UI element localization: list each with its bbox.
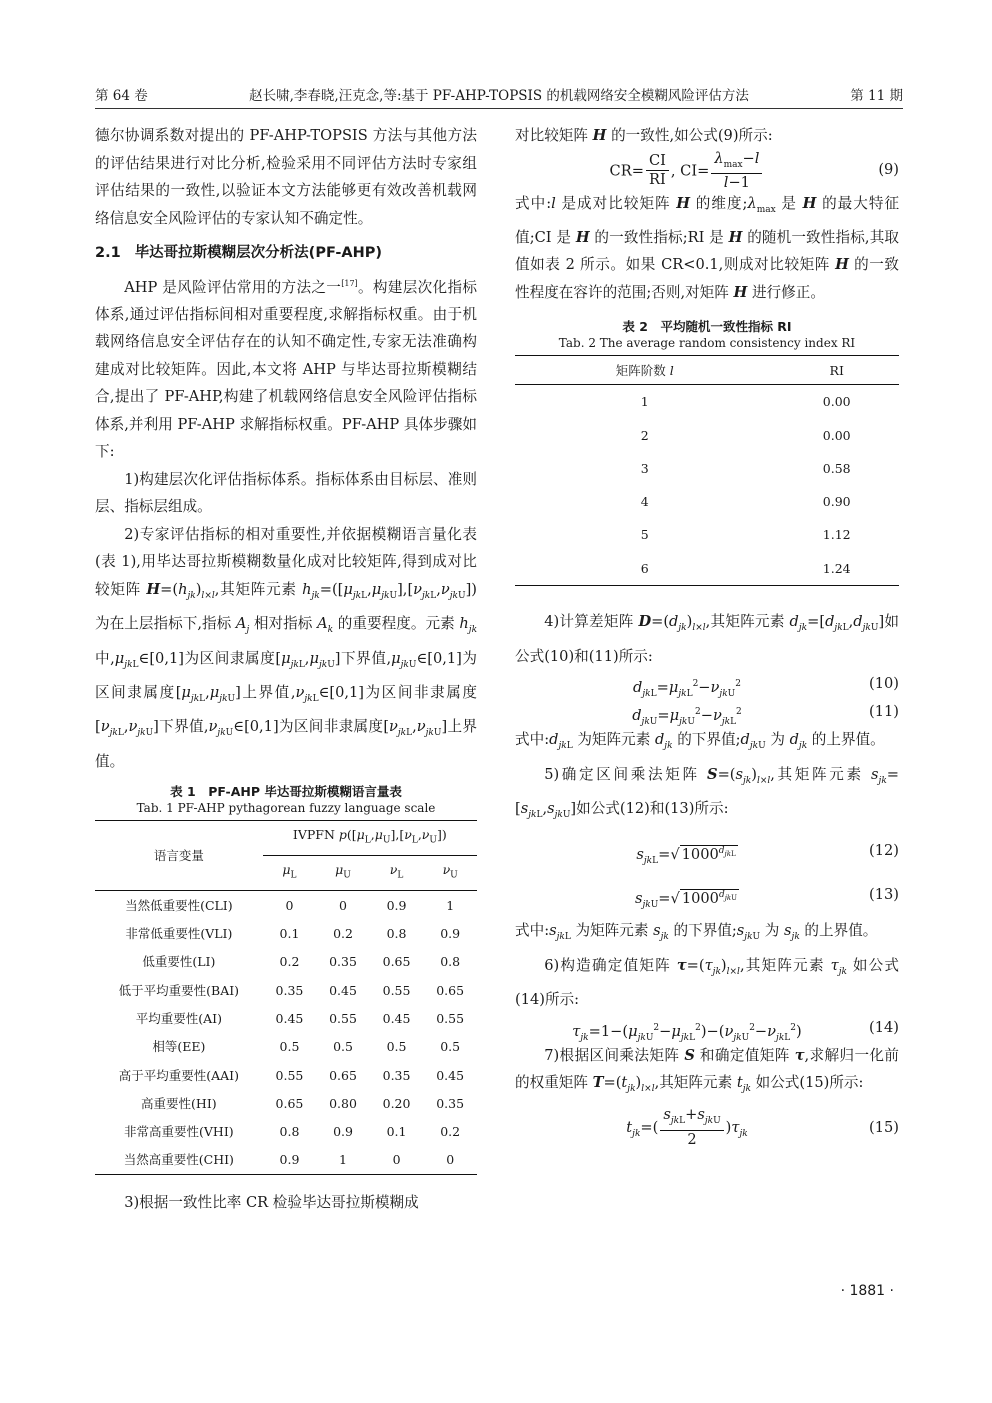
paragraph: 德尔协调系数对提出的 PF-AHP-TOPSIS 方法与其他方法的评估结果进行对比分析,检验采用不同评估方法时专家组评估结果的一致性,以验证本文方法能够更有效改善机载网络信息安全风险评估的专家认知不确定性。 <box>95 127 477 227</box>
citation: [17] <box>341 278 358 288</box>
equation-number: (9) <box>878 160 899 178</box>
table2-cell: 2 <box>640 427 649 443</box>
table2-cell: 3 <box>640 460 649 476</box>
section-title: 毕达哥拉斯模糊层次分析法(PF-AHP) <box>134 245 383 261</box>
table1-row <box>95 1146 477 1175</box>
table2-cell: 0.58 <box>822 460 851 476</box>
table2-header-ri: RI <box>774 356 899 385</box>
table1-row <box>95 1033 477 1061</box>
table1-cell: 0.45 <box>329 982 357 998</box>
text: 7)根据区间乘法矩阵 <box>544 1046 680 1064</box>
table1-cell: 0.65 <box>275 1095 304 1111</box>
text: 如公式(12)和(13)所示: <box>576 799 729 817</box>
text: 2)专家评估指标的相对重要性,并依据模糊语言量化表(表 1),用毕达哥拉斯模糊数量化成对比较矩阵,得到成对比较矩阵 <box>95 525 477 598</box>
text: 为区间非隶属度 <box>363 684 477 702</box>
text: 的维度; <box>695 194 748 212</box>
equation-13: $s_{jkU}=√$ $1000^{d_{jkU}}$ (13) <box>515 873 899 917</box>
right-column <box>515 122 899 1152</box>
section-heading <box>95 240 477 268</box>
text: 为区间非隶属度 <box>278 718 384 736</box>
table1-cell: 0.9 <box>279 1152 300 1168</box>
paragraph: 4)计算差矩阵 $D=(d_{jk})_{l\times l}$,其矩阵元素 $d_{jk}=[d_{jkL},d_{jkU}]$如公式(10)和(11)所示: <box>515 613 900 665</box>
equation-15: $t_{jk}=$( $\frac{s_{jkL}+s_{jkU}}{2}$ )$\tau_{jk}$ (15) <box>515 1104 899 1152</box>
table1-cell: 0.1 <box>386 1124 407 1140</box>
table1-header-mu-u: $\mu_U$ <box>316 856 370 891</box>
table1-cell: 0.65 <box>329 1067 357 1083</box>
paragraph <box>95 270 477 466</box>
text: 和确定值矩阵 <box>699 1046 790 1064</box>
table1-cell: 0.65 <box>436 982 465 998</box>
table1-cell: 0.5 <box>440 1039 461 1055</box>
table2-header-order: 矩阵阶数 l <box>515 356 774 385</box>
table1-cell: 0.5 <box>333 1039 353 1055</box>
text: 6)构造确定值矩阵 <box>544 956 671 974</box>
table2-row <box>515 552 899 586</box>
text: 式中: <box>515 194 552 212</box>
table1-cell: 0.1 <box>279 926 300 942</box>
text: 为矩阵元素 <box>577 731 651 749</box>
left-column <box>95 122 477 1217</box>
text: 进行修正。 <box>751 283 825 301</box>
equation-9: CR= $\frac{CI}{RI}$ , CI= $\frac{\lambda_{max}-l}{l-1}$ (9) <box>609 149 899 192</box>
text: AHP 是风险评估常用的方法之一 <box>124 278 342 296</box>
text: 式中: <box>515 922 550 940</box>
text: 为 <box>770 731 785 749</box>
table1-cell: 0.45 <box>275 1010 304 1026</box>
table1-cell: 高重要性(HI) <box>141 1095 217 1111</box>
paragraph: 6)构造确定值矩阵 $\tau=(\tau_{jk})_{l\times l}$,其矩阵元素 $\tau_{jk}$ 如公式(14)所示: <box>515 956 900 1009</box>
text: 下界值, <box>158 718 209 736</box>
table2 <box>515 355 899 586</box>
table2-cell: 6 <box>640 560 649 576</box>
table1-cell: 当然高重要性(CHI) <box>123 1152 234 1168</box>
table1-cell: 1 <box>339 1152 347 1168</box>
text: 的一致性,如公式(9)所示: <box>611 127 773 144</box>
table2-cell: 0.00 <box>822 394 851 410</box>
paragraph: 1)构建层次化评估指标体系。指标体系由目标层、准则层、指标层组成。 <box>95 470 477 516</box>
equation-12: $s_{jkL}=√$ $1000^{d_{jkL}}$ (12) <box>515 829 899 873</box>
text: ,其矩阵元素 <box>214 580 297 598</box>
table1-cell: 0.55 <box>382 982 411 998</box>
table1-cell: 0.8 <box>279 1124 300 1140</box>
text: 是成对比较矩阵 <box>561 194 671 212</box>
table2-cell: 0.90 <box>822 494 851 510</box>
text: ,其矩阵元素 <box>705 613 785 631</box>
text: 的下界值; <box>677 731 741 749</box>
text: 相对指标 <box>253 615 313 633</box>
table1-cell: 0.80 <box>329 1095 357 1111</box>
table1-cell: 0.9 <box>386 897 407 913</box>
table1-cell: 平均重要性(AI) <box>135 1010 222 1026</box>
table1-row <box>95 1118 477 1146</box>
table1-cell: 0.55 <box>436 1010 465 1026</box>
table1-header-nu-u: $\nu_U$ <box>423 856 477 891</box>
running-header <box>95 84 903 106</box>
text: IVPFN <box>292 827 335 843</box>
text: 的一致性指标;RI 是 <box>594 228 724 246</box>
text: 如公式(14)所示: <box>515 956 900 1009</box>
table2-cell: 5 <box>640 527 649 543</box>
table1-cell: 0.5 <box>279 1039 300 1055</box>
table1-cell: 低重要性(LI) <box>142 954 216 970</box>
section-number: 2.1 <box>95 245 121 261</box>
text: 4)计算差矩阵 <box>544 613 634 631</box>
table1-cell: 相等(EE) <box>152 1039 206 1055</box>
text: 是 <box>781 194 797 212</box>
table1-cell: 当然低重要性(CLI) <box>125 897 233 913</box>
volume-label: 第 64 卷 <box>95 88 148 104</box>
text: 的下界值; <box>673 922 737 940</box>
text: 如公式(15)所示: <box>755 1074 864 1092</box>
table2-caption: 表 2 平均随机一致性指标 RI <box>622 319 792 335</box>
text: 的最大特征值;CI 是 <box>515 194 900 246</box>
table1-cell: 0 <box>392 1152 401 1168</box>
running-title: 赵长啸,李春晓,汪克念,等:基于 PF-AHP-TOPSIS 的机载网络安全模糊风险评估方法 <box>249 88 749 104</box>
table2-cell: 4 <box>640 494 649 510</box>
equation-10: $d_{jkL}=\mu_{jkL}^2-\nu_{jkU}^2$ (10) <box>515 670 899 698</box>
text: 为 <box>764 922 780 940</box>
table2-cell: 1 <box>640 394 649 410</box>
table1-cell: 1 <box>446 897 455 913</box>
text: 5)确定区间乘法矩阵 <box>544 765 700 783</box>
table1-cell: 0.8 <box>440 954 461 970</box>
table1-cell: 非常低重要性(VLI) <box>125 926 233 942</box>
text: ,其矩阵元素 <box>770 765 864 783</box>
issue-label: 第 11 期 <box>850 88 903 104</box>
text: ,求解归一化前的权重矩阵 <box>515 1046 899 1092</box>
table1-header-variable: 语言变量 <box>95 821 263 891</box>
table1-cell: 0.65 <box>382 954 411 970</box>
table1-header-ivpfn: IVPFN $p([\mu_L,\mu_U],[\nu_L,\nu_U])$ <box>263 821 477 856</box>
equation-number: (15) <box>869 1118 899 1136</box>
table1-cell: 0.45 <box>382 1010 411 1026</box>
table1-header-mu-l: $\mu_L$ <box>263 856 317 891</box>
equation-number: (14) <box>869 1018 899 1036</box>
table1-row <box>95 920 477 948</box>
table1-header-nu-l: $\nu_L$ <box>370 856 424 891</box>
text: 为区间隶属度 <box>183 649 276 667</box>
text: 。构建层次化指标体系,通过评估指标间相对重要程度,求解指标权重。由于机载网络信息安全评估存在的认知不确定性,专家无法准确构建成对比较矩阵。因此,本文将 AHP 与毕达哥拉斯模糊结合,提出了 PF-AHP,构建了机载网络信息安全风险评估指标体系,并利用 PF-AHP 求解指标权重。PF-AHP 具体步骤如下: <box>95 278 477 461</box>
table1-cell: 0.55 <box>275 1067 304 1083</box>
table1-cell: 0.2 <box>440 1124 461 1140</box>
table1-cell: 0.35 <box>329 954 357 970</box>
text: 如公式(10)和(11)所示: <box>515 613 900 665</box>
text: 为在上层指标下,指标 <box>95 615 232 633</box>
equation-number: (12) <box>869 842 899 860</box>
table1-cell: 0.9 <box>333 1124 353 1140</box>
paragraph: 7)根据区间乘法矩阵 S 和确定值矩阵 τ,求解归一化前的权重矩阵 $T=(t_{jk})_{l\times l}$,其矩阵元素 $t_{jk}$ 如公式(15)所示: <box>515 1046 899 1095</box>
text: 的随机一致性指标,其取值如表 2 所示。如果 CR<0.1,则成对比较矩阵 <box>515 228 900 274</box>
paragraph: 式中$:d_{jkL}$ 为矩阵元素 $d_{jk}$ 的下界值$;d_{jkU}$ 为 $d_{jk}$ 的上界值。 <box>515 731 885 751</box>
table2-body <box>515 385 899 586</box>
table2-cell: 1.24 <box>822 560 851 576</box>
table1-row <box>95 1005 477 1033</box>
table2-cell: 1.12 <box>822 527 851 543</box>
equation-number: (11) <box>869 703 899 721</box>
table2-caption-en: Tab. 2 The average random consistency index RI <box>558 336 856 351</box>
table1-row <box>95 976 477 1004</box>
table1-cell: 低于平均重要性(BAI) <box>118 982 240 998</box>
table2-row <box>515 519 899 552</box>
table2-row <box>515 452 899 485</box>
paragraph: 对比较矩阵 H 的一致性,如公式(9)所示: <box>515 127 773 144</box>
table1-cell: 0 <box>285 897 294 913</box>
table1 <box>95 820 477 1175</box>
text: 对比较矩阵 <box>515 127 588 144</box>
table1-cell: 0.2 <box>279 954 300 970</box>
table1-row <box>95 891 477 920</box>
text: 为矩阵元素 <box>575 922 649 940</box>
equation-number: (13) <box>869 886 899 904</box>
table2-row <box>515 385 899 419</box>
table2-row <box>515 485 899 518</box>
table1-row <box>95 948 477 976</box>
table1-cell: 0.35 <box>436 1095 465 1111</box>
table1-body <box>95 891 477 1175</box>
table1-cell: 0.45 <box>436 1067 465 1083</box>
table1-row <box>95 1089 477 1117</box>
table1-cell: 0.5 <box>386 1039 407 1055</box>
text: 矩阵阶数 <box>615 362 666 378</box>
table1-cell: 0.35 <box>275 982 304 998</box>
paragraph: 式中$:s_{jkL}$ 为矩阵元素 $s_{jk}$ 的下界值$;s_{jkU}$ 为 $s_{jk}$ 的上界值。 <box>515 922 878 943</box>
page-number: · 1881 · <box>840 1283 894 1299</box>
table1-caption: 表 1 PF-AHP 毕达哥拉斯模糊语言量表 <box>170 784 402 800</box>
table1-cell: 高于平均重要性(AAI) <box>118 1067 239 1083</box>
table1-cell: 0.35 <box>382 1067 411 1083</box>
text: 式中: <box>515 731 550 749</box>
table1-cell: 0.2 <box>333 926 353 942</box>
text: 中, <box>95 649 115 667</box>
paragraph: 3)根据一致性比率 CR 检验毕达哥拉斯模糊成 <box>124 1194 419 1212</box>
text: 的上界值。 <box>804 922 878 940</box>
text: ,其矩阵元素 <box>654 1074 733 1092</box>
table1-cell: 0.55 <box>329 1010 357 1026</box>
paragraph: 2)专家评估指标的相对重要性,并依据模糊语言量化表(表 1),用毕达哥拉斯模糊数量化成对比较矩阵,得到成对比较矩阵 $H=(h_{jk})_{l\times l}$,其矩阵元素 $h_{jk}=([\mu_{jkL},\mu_{jkU}],[\nu_{jkL},\nu_{jkU}])$为在上层指标下,指标 $A_j$ 相对指标 $A_k$ 的重要程度。元素 $h_{jk}$ 中$,\mu_{jkL}\in[0,1]$为区间隶属度$[\mu_{jkL},\mu_{jkU}]$下界值$,\mu_{jkU}\in[0,1]$为区间隶属度$[\mu_{jkL},\mu_{jkU}]$上界值$,\nu_{jkL}\in[0,1]$为区间非隶属度$[\nu_{jkL},\nu_{jkU}]$下界值$,\nu_{jkU}\in[0,1]$为区间非隶属度$[\nu_{jkL},\nu_{jkU}]$上界值。 <box>95 525 478 770</box>
equation-11: $d_{jkU}=\mu_{jkU}^2-\nu_{jkL}^2$ (11) <box>515 698 899 726</box>
table1-cell: 0.20 <box>382 1095 411 1111</box>
text: 的重要程度。元素 <box>337 615 455 633</box>
equation-number: (10) <box>869 675 899 693</box>
header-rule <box>95 108 903 109</box>
table1-cell: 0 <box>339 897 347 913</box>
table1-row <box>95 1061 477 1089</box>
text: 下界值, <box>340 649 392 667</box>
text: 的一致性程度在容许的范围;否则,对矩阵 <box>515 256 900 301</box>
text: 为区间隶属度 <box>95 649 478 702</box>
equation-14: $\tau_{jk}=1-(\mu_{jkU}^2-\mu_{jkL}^2)-(\nu_{jkU}^2-\nu_{jkL}^2)$ (14) <box>515 1014 899 1042</box>
table1-cell: 0.8 <box>386 926 407 942</box>
text: ,其矩阵元素 <box>739 956 825 974</box>
paragraph: 式中:l 是成对比较矩阵 H 的维度$;\lambda_{max}$ 是 H 的最大特征值;CI 是 H 的一致性指标;RI 是 H 的随机一致性指标,其取值如表 2 所示。如果 CR<0.1,则成对比较矩阵 H 的一致性程度在容许的范围;否则,对矩阵 H 进行修正。 <box>515 194 900 301</box>
text: 上界值, <box>240 684 296 702</box>
table1-cell: 非常高重要性(VHI) <box>124 1124 234 1140</box>
text: 上界值。 <box>95 718 477 770</box>
paragraph: 5)确定区间乘法矩阵 $S=(s_{jk})_{l\times l}$,其矩阵元素 $s_{jk}=[s_{jkL},s_{jkU}]$如公式(12)和(13)所示: <box>515 765 900 820</box>
table1-cell: 0 <box>446 1152 455 1168</box>
text: 的上界值。 <box>811 731 885 749</box>
table1-cell: 0.9 <box>440 926 461 942</box>
table1-caption-en: Tab. 1 PF-AHP pythagorean fuzzy language scale <box>136 801 436 816</box>
table2-row <box>515 419 899 452</box>
table2-cell: 0.00 <box>822 427 851 443</box>
